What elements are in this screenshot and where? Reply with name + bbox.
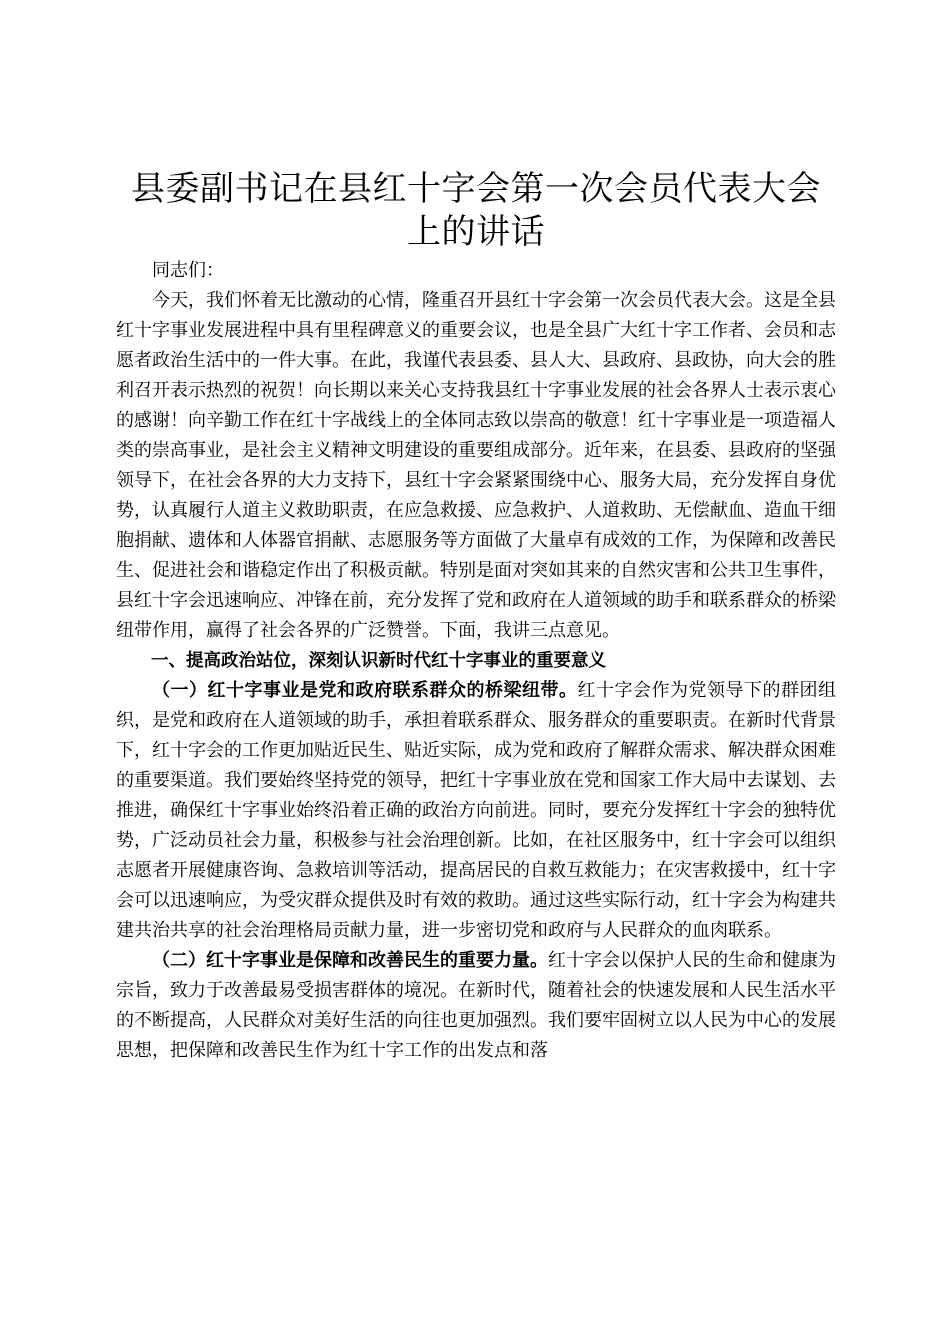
document-body xyxy=(116,256,836,1066)
title-line-1: 县委副书记在县红十字会第一次会员代表大会 xyxy=(131,169,821,209)
intro-paragraph: 今天，我们怀着无比激动的心情，隆重召开县红十字会第一次会员代表大会。这是全县红十字事业发展进程中具有里程碑意义的重要会议，也是全县广大红十字工作者、会员和志愿者政治生活中的一件大事。在此，我谨代表县委、县人大、县政府、县政协，向大会的胜利召开表示热烈的祝贺！向长期以来关心支持我县红十字事业发展的社会各界人士表示衷心的感谢！向辛勤工作在红十字战线上的全体同志致以崇高的敬意！红十字事业是一项造福人类的崇高事业，是社会主义精神文明建设的重要组成部分。近年来，在县委、县政府的坚强领导下，在社会各界的大力支持下，县红十字会紧紧围绕中心、服务大局，充分发挥自身优势，认真履行人道主义救助职责，在应急救援、应急救护、人道救助、无偿献血、造血干细胞捐献、遗体和人体器官捐献、志愿服务等方面做了大量卓有成效的工作，为保障和改善民生、促进社会和谐稳定作出了积极贡献。特别是面对突如其来的自然灾害和公共卫生事件，县红十字会迅速响应、冲锋在前，充分发挥了党和政府在人道领域的助手和联系群众的桥梁纽带作用，赢得了社会各界的广泛赞誉。下面，我讲三点意见。 xyxy=(116,290,836,641)
subsection-1-text: 红十字会作为党领导下的群团组织，是党和政府在人道领域的助手，承担着联系群众、服务群众的重要职责。在新时代背景下，红十字会的工作更加贴近民生、贴近实际，成为党和政府了解群众需求、解决群众困难的重要渠道。我们要始终坚持党的领导，把红十字事业放在党和国家工作大局中去谋划、去推进，确保红十字事业始终沿着正确的政治方向前进。同时，要充分发挥红十字会的独特优势，广泛动员社会力量，积极参与社会治理创新。比如，在社区服务中，红十字会可以组织志愿者开展健康咨询、急救培训等活动，提高居民的自救互救能力；在灾害救援中，红十字会可以迅速响应，为受灾群众提供及时有效的救助。通过这些实际行动，红十字会为构建共建共治共享的社会治理格局贡献力量，进一步密切党和政府与人民群众的血肉联系。 xyxy=(116,680,836,941)
document-title xyxy=(116,168,836,254)
subsection-1-lead: （一）红十字事业是党和政府联系群众的桥梁纽带。 xyxy=(152,680,578,701)
subsection-1-paragraph xyxy=(116,676,836,946)
document-page xyxy=(116,168,836,1066)
section-1-heading: 一、提高政治站位，深刻认识新时代红十字事业的重要意义 xyxy=(151,651,606,671)
subsection-2-paragraph xyxy=(116,946,836,1066)
subsection-2-text: 红十字会以保护人民的生命和健康为宗旨，致力于改善最易受损害群体的境况。在新时代，随着社会的快速发展和人民生活水平的不断提高，人民群众对美好生活的向往也更加强烈。我们要牢固树立以人民为中心的发展思想，把保障和改善民生作为红十字工作的出发点和落 xyxy=(116,950,836,1061)
title-line-2: 上的讲话 xyxy=(407,212,545,252)
salutation: 同志们： xyxy=(152,260,224,281)
subsection-2-lead: （二）红十字事业是保障和改善民生的重要力量。 xyxy=(152,950,548,971)
